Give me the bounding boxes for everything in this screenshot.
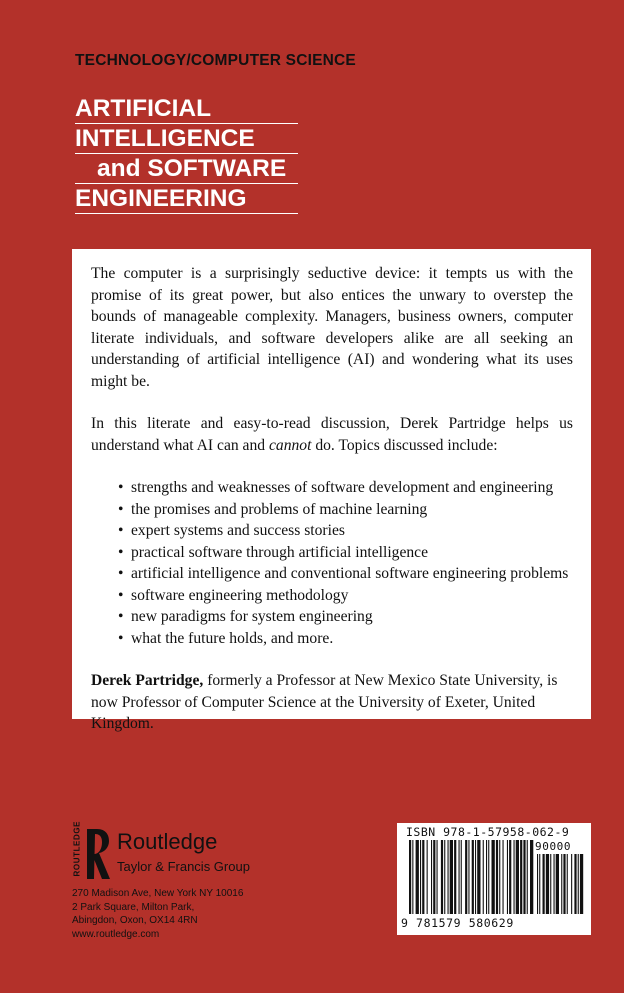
category-label: TECHNOLOGY/COMPUTER SCIENCE: [75, 52, 356, 69]
title-line-1: ARTIFICIAL: [75, 94, 298, 124]
bullet-icon: •: [118, 479, 124, 496]
topic-text: new paradigms for system engineering: [131, 608, 373, 625]
list-item: [118, 563, 573, 585]
author-name: Derek Partridge,: [91, 672, 204, 689]
list-item: [118, 520, 573, 542]
bullet-icon: •: [118, 629, 124, 647]
intro-paragraph: The computer is a surprisingly seductive device: it tempts us with the promise of its great power, but also entices the unwary to overstep the bounds of manageable complexity. Managers, business owners, computer literate individuals, and software developers alike are all seeking an understanding of artificial intelligence (AI) and wondering what its uses might be.: [91, 265, 573, 390]
publisher-logo: [72, 820, 272, 881]
price-code: 90000: [535, 840, 572, 853]
list-item: [118, 477, 573, 499]
vertical-wordmark: [72, 820, 82, 881]
bullet-icon: •: [118, 608, 124, 625]
address-line: Abingdon, Oxon, OX14 4RN: [72, 915, 198, 926]
title-line-2: INTELLIGENCE: [75, 124, 298, 154]
title-line-4: ENGINEERING: [75, 184, 298, 214]
publisher-website: www.routledge.com: [72, 928, 160, 940]
list-item: [118, 542, 573, 564]
discussion-paragraph: [91, 413, 573, 456]
topic-text: software engineering methodology: [131, 586, 349, 604]
address-line: 2 Park Square, Milton Park,: [72, 901, 195, 913]
discussion-text-end: do. Topics discussed include:: [311, 436, 498, 454]
isbn-label: ISBN 978-1-57958-062-9: [406, 825, 570, 839]
vertical-wordmark-text: ROUTLEDGE: [72, 820, 82, 877]
list-item: [118, 606, 573, 628]
bullet-icon: •: [118, 500, 124, 518]
author-bio: formerly a Professor at New Mexico State University, is now Professor of Computer Science at the University of Exeter, United Kingdom.: [91, 672, 558, 732]
bullet-icon: •: [118, 586, 124, 604]
description-panel: [72, 249, 591, 732]
topic-text: strengths and weaknesses of software development and engineering: [131, 479, 554, 496]
isbn-barcode: [397, 823, 591, 935]
bullet-icon: •: [118, 543, 124, 561]
barcode-digits: 9 781579 580629: [401, 916, 514, 930]
topics-list: [91, 477, 573, 649]
topic-text: artificial intelligence and conventional software engineering problems: [131, 565, 569, 582]
title-line-3: and SOFTWARE: [75, 154, 298, 184]
discussion-text-start: In this literate and easy-to-read discussion, Derek Partridge helps us understand what AI can and: [91, 415, 573, 454]
publisher-address: [72, 887, 243, 941]
topic-text: expert systems and success stories: [131, 522, 345, 539]
bullet-icon: •: [118, 522, 124, 539]
list-item: [118, 499, 573, 521]
topic-text: what the future holds, and more.: [131, 629, 334, 647]
bullet-icon: •: [118, 565, 124, 582]
list-item: [118, 585, 573, 607]
author-paragraph: [91, 670, 573, 735]
emphasis-word: cannot: [268, 436, 312, 454]
publisher-group: Taylor & Francis Group: [117, 859, 250, 874]
list-item: [118, 628, 573, 650]
publisher-name: Routledge: [117, 829, 218, 854]
address-line: 270 Madison Ave, New York NY 10016: [72, 888, 244, 899]
topic-text: the promises and problems of machine learning: [131, 500, 428, 518]
book-title: [75, 94, 298, 214]
routledge-r-icon: [84, 827, 112, 881]
topic-text: practical software through artificial intelligence: [131, 543, 429, 561]
